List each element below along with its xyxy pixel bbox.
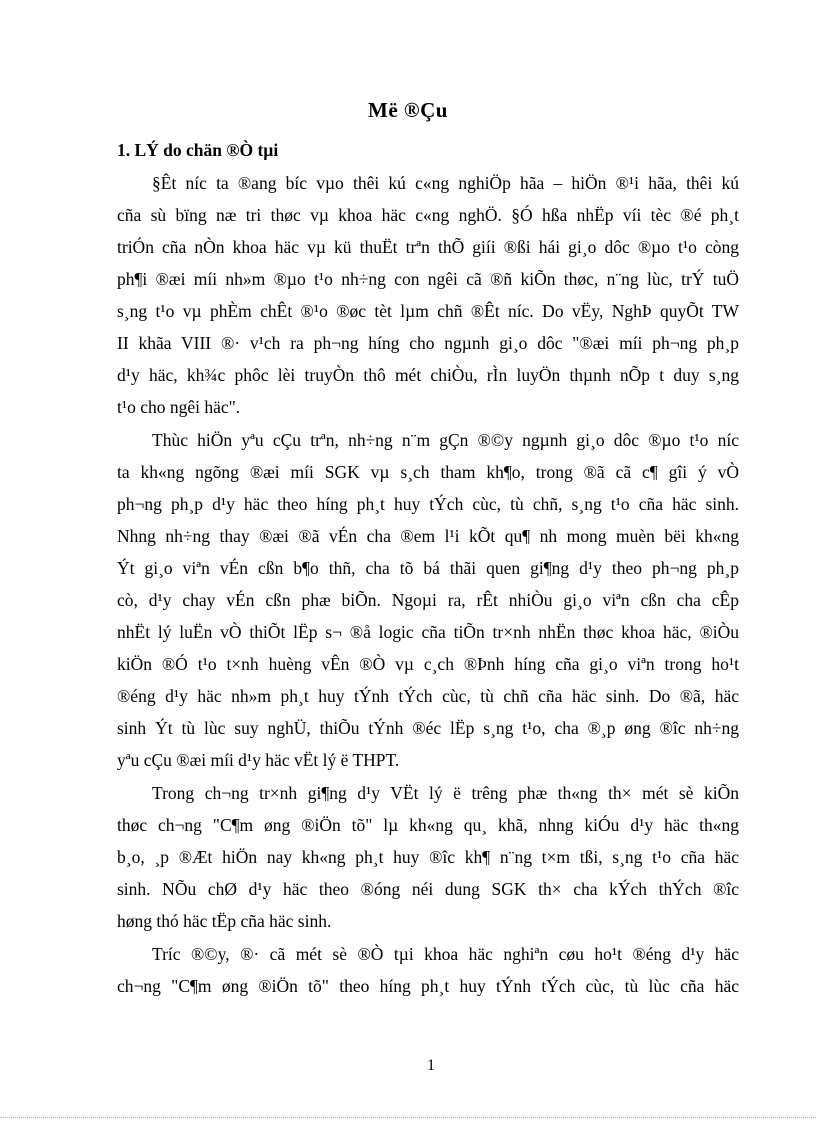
paragraph-line: kiÖn ®Ó t¹o t×nh huèng vÊn ®Ò vµ c¸ch ®Þnh híng cña gi¸o viªn trong ho¹t: [117, 654, 739, 674]
paragraph-line: t¹o cho ngêi häc".: [117, 397, 241, 417]
paragraph-line: b¸o, ¸p ®Æt hiÖn nay kh«ng ph¸t huy ®îc kh¶ n¨ng t×m tßi, s¸ng t¹o cña häc: [117, 847, 739, 867]
paragraph-line: s¸ng t¹o vµ phÈm chÊt ®¹o ®øc tèt lµm chñ ®Êt níc. Do vËy, NghÞ quyÕt TW: [117, 301, 739, 321]
paragraph-line: ph¬ng ph¸p d¹y häc theo híng ph¸t huy tÝch cùc, tù chñ, s¸ng t¹o cña häc sinh.: [117, 494, 739, 514]
paragraph-line: Thùc hiÖn yªu cÇu trªn, nh÷ng n¨m gÇn ®©y ngµnh gi¸o dôc ®µo t¹o níc: [152, 430, 739, 450]
page-number: 1: [427, 1057, 435, 1074]
paragraph-line: cña sù bïng næ tri thøc vµ khoa häc c«ng nghÖ. §Ó hßa nhËp víi tèc ®é ph¸t: [117, 205, 739, 225]
paragraph-line: thøc ch¬ng "C¶m øng ®iÖn tõ" lµ kh«ng qu¸ khã, nhng kiÓu d¹y häc th«ng: [117, 815, 739, 835]
paragraph-line: Nhng nh÷ng thay ®æi ®ã vÉn cha ®em l¹i kÕt qu¶ nh mong muèn bëi kh«ng: [117, 526, 739, 546]
page-bottom-divider: [0, 1117, 816, 1118]
paragraph-line: cò, d¹y chay vÉn cßn phæ biÕn. Ngoµi ra, rÊt nhiÒu gi¸o viªn cßn cha cÊp: [117, 590, 739, 610]
paragraph-line: nhËt lý luËn vÒ thiÕt lËp s¬ ®å logic cña tiÕn tr×nh nhËn thøc khoa häc, ®iÒu: [117, 622, 739, 642]
paragraph-line: Tríc ®©y, ®· cã mét sè ®Ò tµi khoa häc nghiªn cøu ho¹t ®éng d¹y häc: [152, 944, 739, 964]
paragraph-line: triÓn cña nÒn khoa häc vµ kü thuËt trªn thÕ giíi ®ßi hái gi¸o dôc ®µo t¹o còng: [117, 237, 739, 257]
paragraph-line: sinh Ýt tù lùc suy nghÜ, thiÕu tÝnh ®éc lËp s¸ng t¹o, cha ®¸p øng ®îc nh÷ng: [117, 718, 739, 738]
paragraph-line: d¹y häc, kh¾c phôc lèi truyÒn thô mét chiÒu, rÌn luyÖn thµnh nÕp t duy s¸ng: [117, 365, 739, 385]
paragraph-line: II khãa VIII ®· v¹ch ra ph¬ng híng cho ngµnh gi¸o dôc "®æi míi ph¬ng ph¸p: [117, 333, 739, 353]
paragraph-line: sinh. NÕu chØ d¹y häc theo ®óng néi dung SGK th× cha kÝch thÝch ®îc: [117, 879, 739, 899]
paragraph-line: Trong ch¬ng tr×nh gi¶ng d¹y VËt lý ë trêng phæ th«ng th× mét sè kiÕn: [152, 783, 739, 803]
paragraph-line: ta kh«ng ngõng ®æi míi SGK vµ s¸ch tham kh¶o, trong ®ã cã c¶ gîi ý vÒ: [117, 462, 739, 482]
paragraph-line: Ýt gi¸o viªn vÉn cßn b¶o thñ, cha tõ bá thãi quen gi¶ng d¹y theo ph¬ng ph¸p: [117, 558, 739, 578]
section-heading: 1. LÝ do chän ®Ò tµi: [117, 140, 279, 160]
paragraph-line: ch¬ng "C¶m øng ®iÖn tõ" theo híng ph¸t huy tÝnh tÝch cùc, tù lùc cña häc: [117, 976, 739, 996]
paragraph-line: yªu cÇu ®æi míi d¹y häc vËt lý ë THPT.: [117, 750, 400, 770]
document-title: Më ®Çu: [368, 98, 448, 122]
paragraph-line: ®éng d¹y häc nh»m ph¸t huy tÝnh tÝch cùc, tù chñ cña häc sinh. Do ®ã, häc: [117, 686, 739, 706]
paragraph-line: høng thó häc tËp cña häc sinh.: [117, 911, 332, 931]
paragraph-line: ph¶i ®æi míi nh»m ®µo t¹o nh÷ng con ngêi cã ®ñ kiÕn thøc, n¨ng lùc, trÝ tuÖ: [117, 269, 739, 289]
paragraph-line: §Êt níc ta ®ang bíc vµo thêi kú c«ng nghiÖp hãa – hiÖn ®¹i hãa, thêi kú: [152, 173, 739, 193]
